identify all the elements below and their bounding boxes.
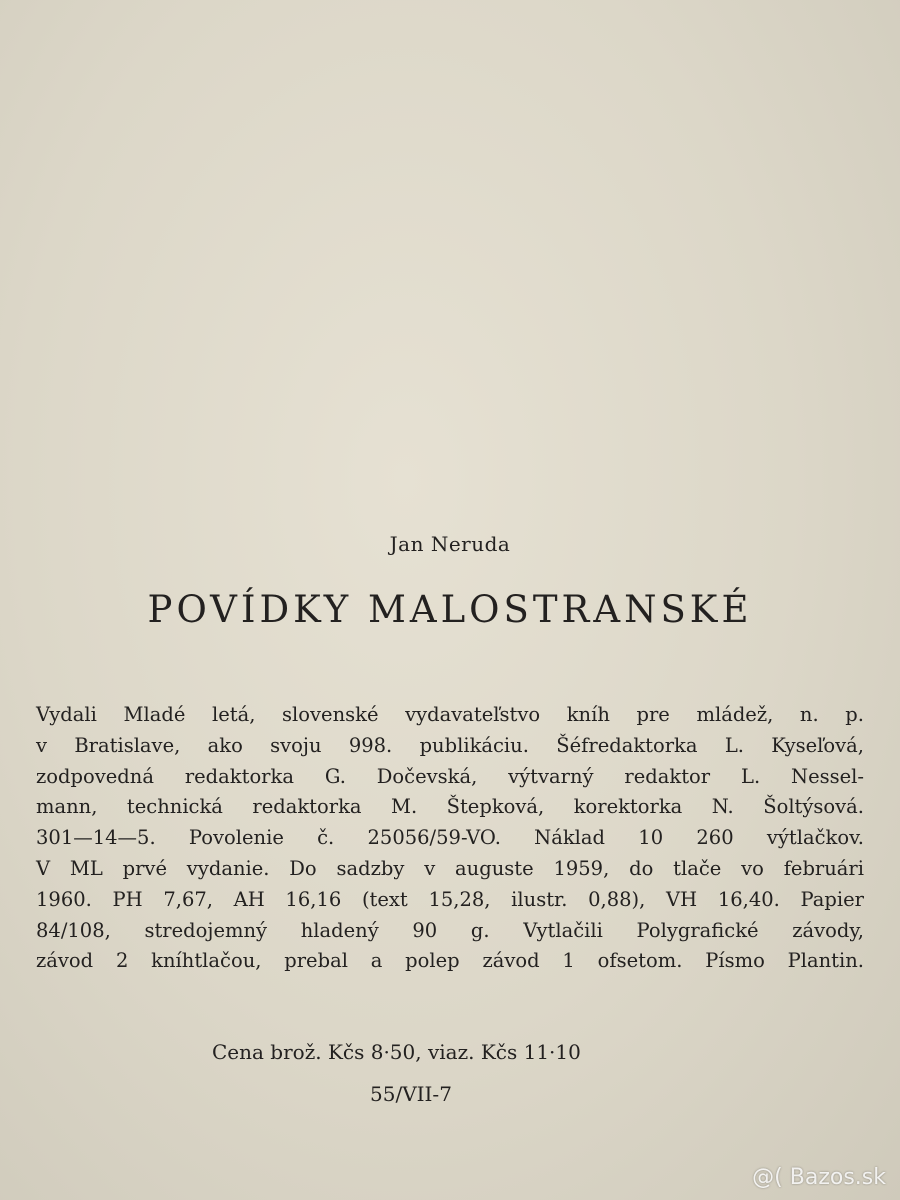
catalog-number: 55/VII-7 [370, 1082, 452, 1106]
bazos-watermark: @( Bazos.sk [752, 1165, 886, 1190]
imprint-line: 1960. PH 7,67, AH 16,16 (text 15,28, ilustr. 0,88), VH 16,40. Papier [36, 887, 864, 911]
price-text: Cena brož. Kčs 8·50, viaz. Kčs 11·10 [212, 1040, 581, 1064]
book-title: POVÍDKY MALOSTRANSKÉ [147, 588, 753, 631]
imprint-line: zodpovedná redaktorka G. Dočevská, výtvarný redaktor L. Nessel- [36, 764, 864, 788]
imprint-line: 84/108, stredojemný hladený 90 g. Vytlačili Polygrafické závody, [36, 918, 864, 942]
imprint-line: mann, technická redaktorka M. Štepková, korektorka N. Šoltýsová. [36, 795, 864, 819]
imprint-line: v Bratislave, ako svoju 998. publikáciu. Šéfredaktorka L. Kyseľová, [36, 733, 864, 757]
imprint-block [36, 700, 864, 977]
imprint-line: závod 2 kníhtlačou, prebal a polep závod 1 ofsetom. Písmo Plantin. [36, 949, 864, 973]
imprint-line: V ML prvé vydanie. Do sadzby v auguste 1959, do tlače vo februári [36, 856, 864, 880]
imprint-line: Vydali Mladé letá, slovenské vydavateľstvo kníh pre mládež, n. p. [36, 703, 864, 726]
author-name: Jan Neruda [389, 532, 511, 556]
imprint-line: 301—14—5. Povolenie č. 25056/59-VO. Náklad 10 260 výtlačkov. [36, 826, 864, 850]
